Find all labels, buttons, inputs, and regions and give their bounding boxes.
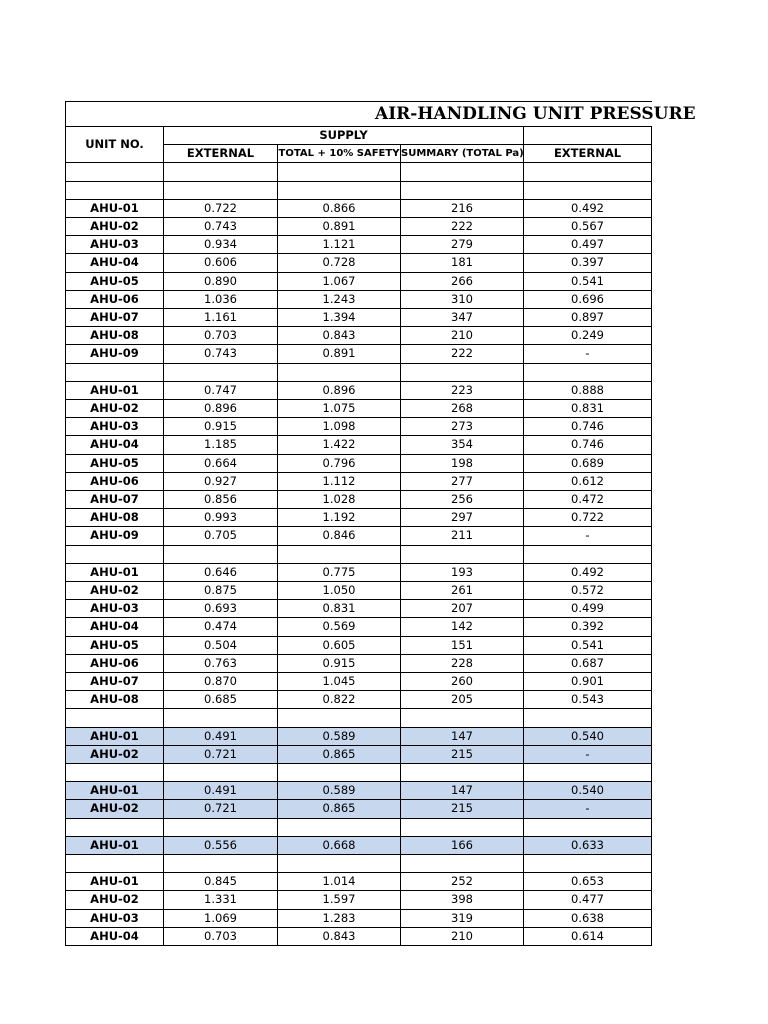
total-safety-cell: 0.865 xyxy=(278,745,401,763)
total-safety-cell: 1.121 xyxy=(278,236,401,254)
table-row xyxy=(66,400,652,418)
external-cell: 0.856 xyxy=(164,491,278,509)
external-2-cell: 0.746 xyxy=(524,436,652,454)
table-row xyxy=(66,472,652,490)
empty-cell xyxy=(524,709,652,727)
total-safety-cell: 1.098 xyxy=(278,418,401,436)
summary-cell: 228 xyxy=(401,654,524,672)
header-external-2: EXTERNAL xyxy=(524,145,652,163)
external-cell: 0.664 xyxy=(164,454,278,472)
table-title: AIR-HANDLING UNIT PRESSURE xyxy=(66,102,652,127)
total-safety-cell: 1.243 xyxy=(278,290,401,308)
header-total-safety: TOTAL + 10% SAFETY xyxy=(278,145,401,163)
table-row xyxy=(66,873,652,891)
external-2-cell: 0.633 xyxy=(524,836,652,854)
total-safety-cell: 0.843 xyxy=(278,927,401,945)
unit-cell: AHU-02 xyxy=(66,400,164,418)
summary-cell: 210 xyxy=(401,327,524,345)
table-row xyxy=(66,782,652,800)
summary-cell: 252 xyxy=(401,873,524,891)
summary-cell: 273 xyxy=(401,418,524,436)
external-2-cell: 0.897 xyxy=(524,309,652,327)
external-cell: 0.685 xyxy=(164,691,278,709)
external-2-cell: 0.543 xyxy=(524,691,652,709)
total-safety-cell: 1.014 xyxy=(278,873,401,891)
total-safety-cell: 1.067 xyxy=(278,272,401,290)
unit-cell: AHU-01 xyxy=(66,199,164,217)
title-row xyxy=(66,102,652,127)
total-safety-cell: 0.668 xyxy=(278,836,401,854)
total-safety-cell: 1.045 xyxy=(278,673,401,691)
external-cell: 0.934 xyxy=(164,236,278,254)
external-2-cell: 0.689 xyxy=(524,454,652,472)
unit-cell: AHU-08 xyxy=(66,509,164,527)
external-2-cell: 0.397 xyxy=(524,254,652,272)
external-cell: 1.331 xyxy=(164,891,278,909)
external-cell: 0.743 xyxy=(164,217,278,235)
total-safety-cell: 1.597 xyxy=(278,891,401,909)
summary-cell: 310 xyxy=(401,290,524,308)
external-2-cell: 0.492 xyxy=(524,199,652,217)
unit-cell: AHU-01 xyxy=(66,381,164,399)
empty-cell xyxy=(401,163,524,181)
table-row xyxy=(66,509,652,527)
table-row xyxy=(66,600,652,618)
table-row xyxy=(66,745,652,763)
empty-cell xyxy=(164,818,278,836)
empty-cell xyxy=(401,181,524,199)
external-cell: 0.870 xyxy=(164,673,278,691)
total-safety-cell: 1.028 xyxy=(278,491,401,509)
external-cell: 0.693 xyxy=(164,600,278,618)
header-supply: SUPPLY xyxy=(164,127,524,145)
empty-cell xyxy=(66,545,164,563)
unit-cell: AHU-09 xyxy=(66,345,164,363)
external-2-cell: 0.541 xyxy=(524,636,652,654)
summary-cell: 297 xyxy=(401,509,524,527)
empty-cell xyxy=(278,818,401,836)
total-safety-cell: 0.605 xyxy=(278,636,401,654)
table-row xyxy=(66,327,652,345)
external-2-cell: 0.614 xyxy=(524,927,652,945)
empty-cell xyxy=(524,363,652,381)
external-cell: 1.161 xyxy=(164,309,278,327)
empty-cell xyxy=(66,181,164,199)
empty-cell xyxy=(524,855,652,873)
empty-cell xyxy=(164,764,278,782)
table-row xyxy=(66,800,652,818)
summary-cell: 256 xyxy=(401,491,524,509)
unit-cell: AHU-01 xyxy=(66,782,164,800)
spacer-row xyxy=(66,709,652,727)
external-cell: 0.491 xyxy=(164,782,278,800)
table-row xyxy=(66,217,652,235)
table-row xyxy=(66,527,652,545)
external-2-cell: - xyxy=(524,745,652,763)
spacer-row xyxy=(66,764,652,782)
external-2-cell: - xyxy=(524,345,652,363)
table-row xyxy=(66,909,652,927)
pressure-table xyxy=(65,101,696,946)
table-row xyxy=(66,199,652,217)
spacer-row xyxy=(66,163,652,181)
total-safety-cell: 0.775 xyxy=(278,563,401,581)
unit-cell: AHU-08 xyxy=(66,691,164,709)
unit-cell: AHU-03 xyxy=(66,236,164,254)
unit-cell: AHU-05 xyxy=(66,272,164,290)
summary-cell: 223 xyxy=(401,381,524,399)
unit-cell: AHU-06 xyxy=(66,654,164,672)
total-safety-cell: 1.283 xyxy=(278,909,401,927)
summary-cell: 215 xyxy=(401,800,524,818)
external-cell: 0.763 xyxy=(164,654,278,672)
unit-cell: AHU-05 xyxy=(66,454,164,472)
empty-cell xyxy=(66,363,164,381)
empty-cell xyxy=(164,181,278,199)
unit-cell: AHU-03 xyxy=(66,600,164,618)
empty-cell xyxy=(278,855,401,873)
unit-cell: AHU-04 xyxy=(66,254,164,272)
empty-cell xyxy=(524,545,652,563)
unit-cell: AHU-05 xyxy=(66,636,164,654)
table-row xyxy=(66,254,652,272)
unit-cell: AHU-09 xyxy=(66,527,164,545)
unit-cell: AHU-02 xyxy=(66,217,164,235)
external-2-cell: 0.722 xyxy=(524,509,652,527)
empty-cell xyxy=(278,545,401,563)
total-safety-cell: 0.846 xyxy=(278,527,401,545)
table-row xyxy=(66,290,652,308)
external-cell: 0.845 xyxy=(164,873,278,891)
external-cell: 0.474 xyxy=(164,618,278,636)
total-safety-cell: 0.589 xyxy=(278,727,401,745)
external-cell: 0.646 xyxy=(164,563,278,581)
empty-cell xyxy=(66,163,164,181)
table-row xyxy=(66,381,652,399)
unit-cell: AHU-08 xyxy=(66,327,164,345)
unit-cell: AHU-07 xyxy=(66,491,164,509)
total-safety-cell: 0.589 xyxy=(278,782,401,800)
empty-cell xyxy=(401,545,524,563)
external-2-cell: 0.653 xyxy=(524,873,652,891)
empty-cell xyxy=(278,363,401,381)
external-cell: 0.915 xyxy=(164,418,278,436)
unit-cell: AHU-04 xyxy=(66,618,164,636)
external-cell: 0.504 xyxy=(164,636,278,654)
empty-cell xyxy=(66,764,164,782)
total-safety-cell: 1.422 xyxy=(278,436,401,454)
summary-cell: 210 xyxy=(401,927,524,945)
summary-cell: 142 xyxy=(401,618,524,636)
summary-cell: 279 xyxy=(401,236,524,254)
table-row xyxy=(66,891,652,909)
unit-cell: AHU-02 xyxy=(66,582,164,600)
external-2-cell: 0.540 xyxy=(524,727,652,745)
external-cell: 0.743 xyxy=(164,345,278,363)
unit-cell: AHU-06 xyxy=(66,472,164,490)
external-2-cell: 0.499 xyxy=(524,600,652,618)
spacer-row xyxy=(66,855,652,873)
table-row xyxy=(66,727,652,745)
unit-cell: AHU-01 xyxy=(66,836,164,854)
external-cell: 1.069 xyxy=(164,909,278,927)
summary-cell: 147 xyxy=(401,727,524,745)
external-2-cell: 0.392 xyxy=(524,618,652,636)
empty-cell xyxy=(524,818,652,836)
summary-cell: 277 xyxy=(401,472,524,490)
header-summary: SUMMARY (TOTAL Pa) xyxy=(401,145,524,163)
empty-cell xyxy=(401,818,524,836)
total-safety-cell: 0.891 xyxy=(278,345,401,363)
summary-cell: 207 xyxy=(401,600,524,618)
external-2-cell: 0.746 xyxy=(524,418,652,436)
total-safety-cell: 1.050 xyxy=(278,582,401,600)
unit-cell: AHU-04 xyxy=(66,436,164,454)
summary-cell: 398 xyxy=(401,891,524,909)
total-safety-cell: 0.896 xyxy=(278,381,401,399)
summary-cell: 319 xyxy=(401,909,524,927)
external-cell: 0.556 xyxy=(164,836,278,854)
external-2-cell: 0.687 xyxy=(524,654,652,672)
external-2-cell: 0.249 xyxy=(524,327,652,345)
external-cell: 0.491 xyxy=(164,727,278,745)
empty-cell xyxy=(524,764,652,782)
unit-cell: AHU-03 xyxy=(66,418,164,436)
empty-cell xyxy=(278,709,401,727)
empty-cell xyxy=(401,855,524,873)
spacer-row xyxy=(66,363,652,381)
table-row xyxy=(66,491,652,509)
table-row xyxy=(66,436,652,454)
total-safety-cell: 0.569 xyxy=(278,618,401,636)
external-cell: 0.890 xyxy=(164,272,278,290)
total-safety-cell: 0.831 xyxy=(278,600,401,618)
summary-cell: 222 xyxy=(401,217,524,235)
table-row xyxy=(66,673,652,691)
external-cell: 0.606 xyxy=(164,254,278,272)
table-row xyxy=(66,927,652,945)
header-external: EXTERNAL xyxy=(164,145,278,163)
unit-cell: AHU-01 xyxy=(66,563,164,581)
external-2-cell: 0.888 xyxy=(524,381,652,399)
total-safety-cell: 0.796 xyxy=(278,454,401,472)
empty-cell xyxy=(164,363,278,381)
total-safety-cell: 1.394 xyxy=(278,309,401,327)
summary-cell: 147 xyxy=(401,782,524,800)
total-safety-cell: 1.192 xyxy=(278,509,401,527)
unit-cell: AHU-07 xyxy=(66,309,164,327)
total-safety-cell: 1.075 xyxy=(278,400,401,418)
total-safety-cell: 0.822 xyxy=(278,691,401,709)
empty-cell xyxy=(278,163,401,181)
summary-cell: 198 xyxy=(401,454,524,472)
external-cell: 0.721 xyxy=(164,745,278,763)
table-row xyxy=(66,345,652,363)
total-safety-cell: 0.865 xyxy=(278,800,401,818)
total-safety-cell: 0.891 xyxy=(278,217,401,235)
summary-cell: 266 xyxy=(401,272,524,290)
empty-cell xyxy=(524,181,652,199)
external-2-cell: 0.567 xyxy=(524,217,652,235)
empty-cell xyxy=(401,709,524,727)
spacer-row xyxy=(66,545,652,563)
empty-cell xyxy=(164,545,278,563)
spreadsheet-table-container xyxy=(65,101,696,946)
table-row xyxy=(66,836,652,854)
empty-cell xyxy=(401,363,524,381)
spacer-row xyxy=(66,818,652,836)
unit-cell: AHU-01 xyxy=(66,873,164,891)
external-cell: 0.896 xyxy=(164,400,278,418)
external-2-cell: 0.638 xyxy=(524,909,652,927)
external-2-cell: 0.497 xyxy=(524,236,652,254)
external-cell: 0.721 xyxy=(164,800,278,818)
table-row xyxy=(66,309,652,327)
table-row xyxy=(66,691,652,709)
table-row xyxy=(66,272,652,290)
summary-cell: 151 xyxy=(401,636,524,654)
header-blank xyxy=(524,127,652,145)
empty-cell xyxy=(66,855,164,873)
header-row-1 xyxy=(66,127,652,145)
unit-cell: AHU-04 xyxy=(66,927,164,945)
unit-cell: AHU-02 xyxy=(66,891,164,909)
summary-cell: 261 xyxy=(401,582,524,600)
header-unit-no: UNIT NO. xyxy=(66,127,164,163)
external-2-cell: - xyxy=(524,800,652,818)
unit-cell: AHU-02 xyxy=(66,800,164,818)
table-row xyxy=(66,563,652,581)
empty-cell xyxy=(278,764,401,782)
external-2-cell: 0.540 xyxy=(524,782,652,800)
empty-cell xyxy=(278,181,401,199)
table-row xyxy=(66,582,652,600)
unit-cell: AHU-06 xyxy=(66,290,164,308)
summary-cell: 222 xyxy=(401,345,524,363)
external-cell: 0.703 xyxy=(164,327,278,345)
external-2-cell: - xyxy=(524,527,652,545)
summary-cell: 205 xyxy=(401,691,524,709)
table-row xyxy=(66,654,652,672)
unit-cell: AHU-07 xyxy=(66,673,164,691)
table-row xyxy=(66,636,652,654)
summary-cell: 193 xyxy=(401,563,524,581)
summary-cell: 166 xyxy=(401,836,524,854)
unit-cell: AHU-03 xyxy=(66,909,164,927)
external-2-cell: 0.472 xyxy=(524,491,652,509)
summary-cell: 216 xyxy=(401,199,524,217)
unit-cell: AHU-02 xyxy=(66,745,164,763)
external-cell: 0.722 xyxy=(164,199,278,217)
external-2-cell: 0.901 xyxy=(524,673,652,691)
external-cell: 0.927 xyxy=(164,472,278,490)
total-safety-cell: 0.728 xyxy=(278,254,401,272)
total-safety-cell: 0.843 xyxy=(278,327,401,345)
summary-cell: 215 xyxy=(401,745,524,763)
summary-cell: 354 xyxy=(401,436,524,454)
external-2-cell: 0.477 xyxy=(524,891,652,909)
empty-cell xyxy=(401,764,524,782)
table-row xyxy=(66,618,652,636)
external-cell: 0.705 xyxy=(164,527,278,545)
table-row xyxy=(66,236,652,254)
table-row xyxy=(66,454,652,472)
summary-cell: 211 xyxy=(401,527,524,545)
external-2-cell: 0.572 xyxy=(524,582,652,600)
total-safety-cell: 1.112 xyxy=(278,472,401,490)
external-2-cell: 0.831 xyxy=(524,400,652,418)
empty-cell xyxy=(66,709,164,727)
empty-cell xyxy=(66,818,164,836)
external-cell: 1.036 xyxy=(164,290,278,308)
external-cell: 0.703 xyxy=(164,927,278,945)
summary-cell: 181 xyxy=(401,254,524,272)
external-2-cell: 0.696 xyxy=(524,290,652,308)
spacer-row xyxy=(66,181,652,199)
summary-cell: 268 xyxy=(401,400,524,418)
external-cell: 0.747 xyxy=(164,381,278,399)
empty-cell xyxy=(164,709,278,727)
total-safety-cell: 0.915 xyxy=(278,654,401,672)
external-cell: 1.185 xyxy=(164,436,278,454)
external-2-cell: 0.492 xyxy=(524,563,652,581)
summary-cell: 347 xyxy=(401,309,524,327)
empty-cell xyxy=(164,163,278,181)
summary-cell: 260 xyxy=(401,673,524,691)
external-2-cell: 0.612 xyxy=(524,472,652,490)
table-row xyxy=(66,418,652,436)
external-2-cell: 0.541 xyxy=(524,272,652,290)
empty-cell xyxy=(164,855,278,873)
external-cell: 0.993 xyxy=(164,509,278,527)
unit-cell: AHU-01 xyxy=(66,727,164,745)
external-cell: 0.875 xyxy=(164,582,278,600)
empty-cell xyxy=(524,163,652,181)
total-safety-cell: 0.866 xyxy=(278,199,401,217)
